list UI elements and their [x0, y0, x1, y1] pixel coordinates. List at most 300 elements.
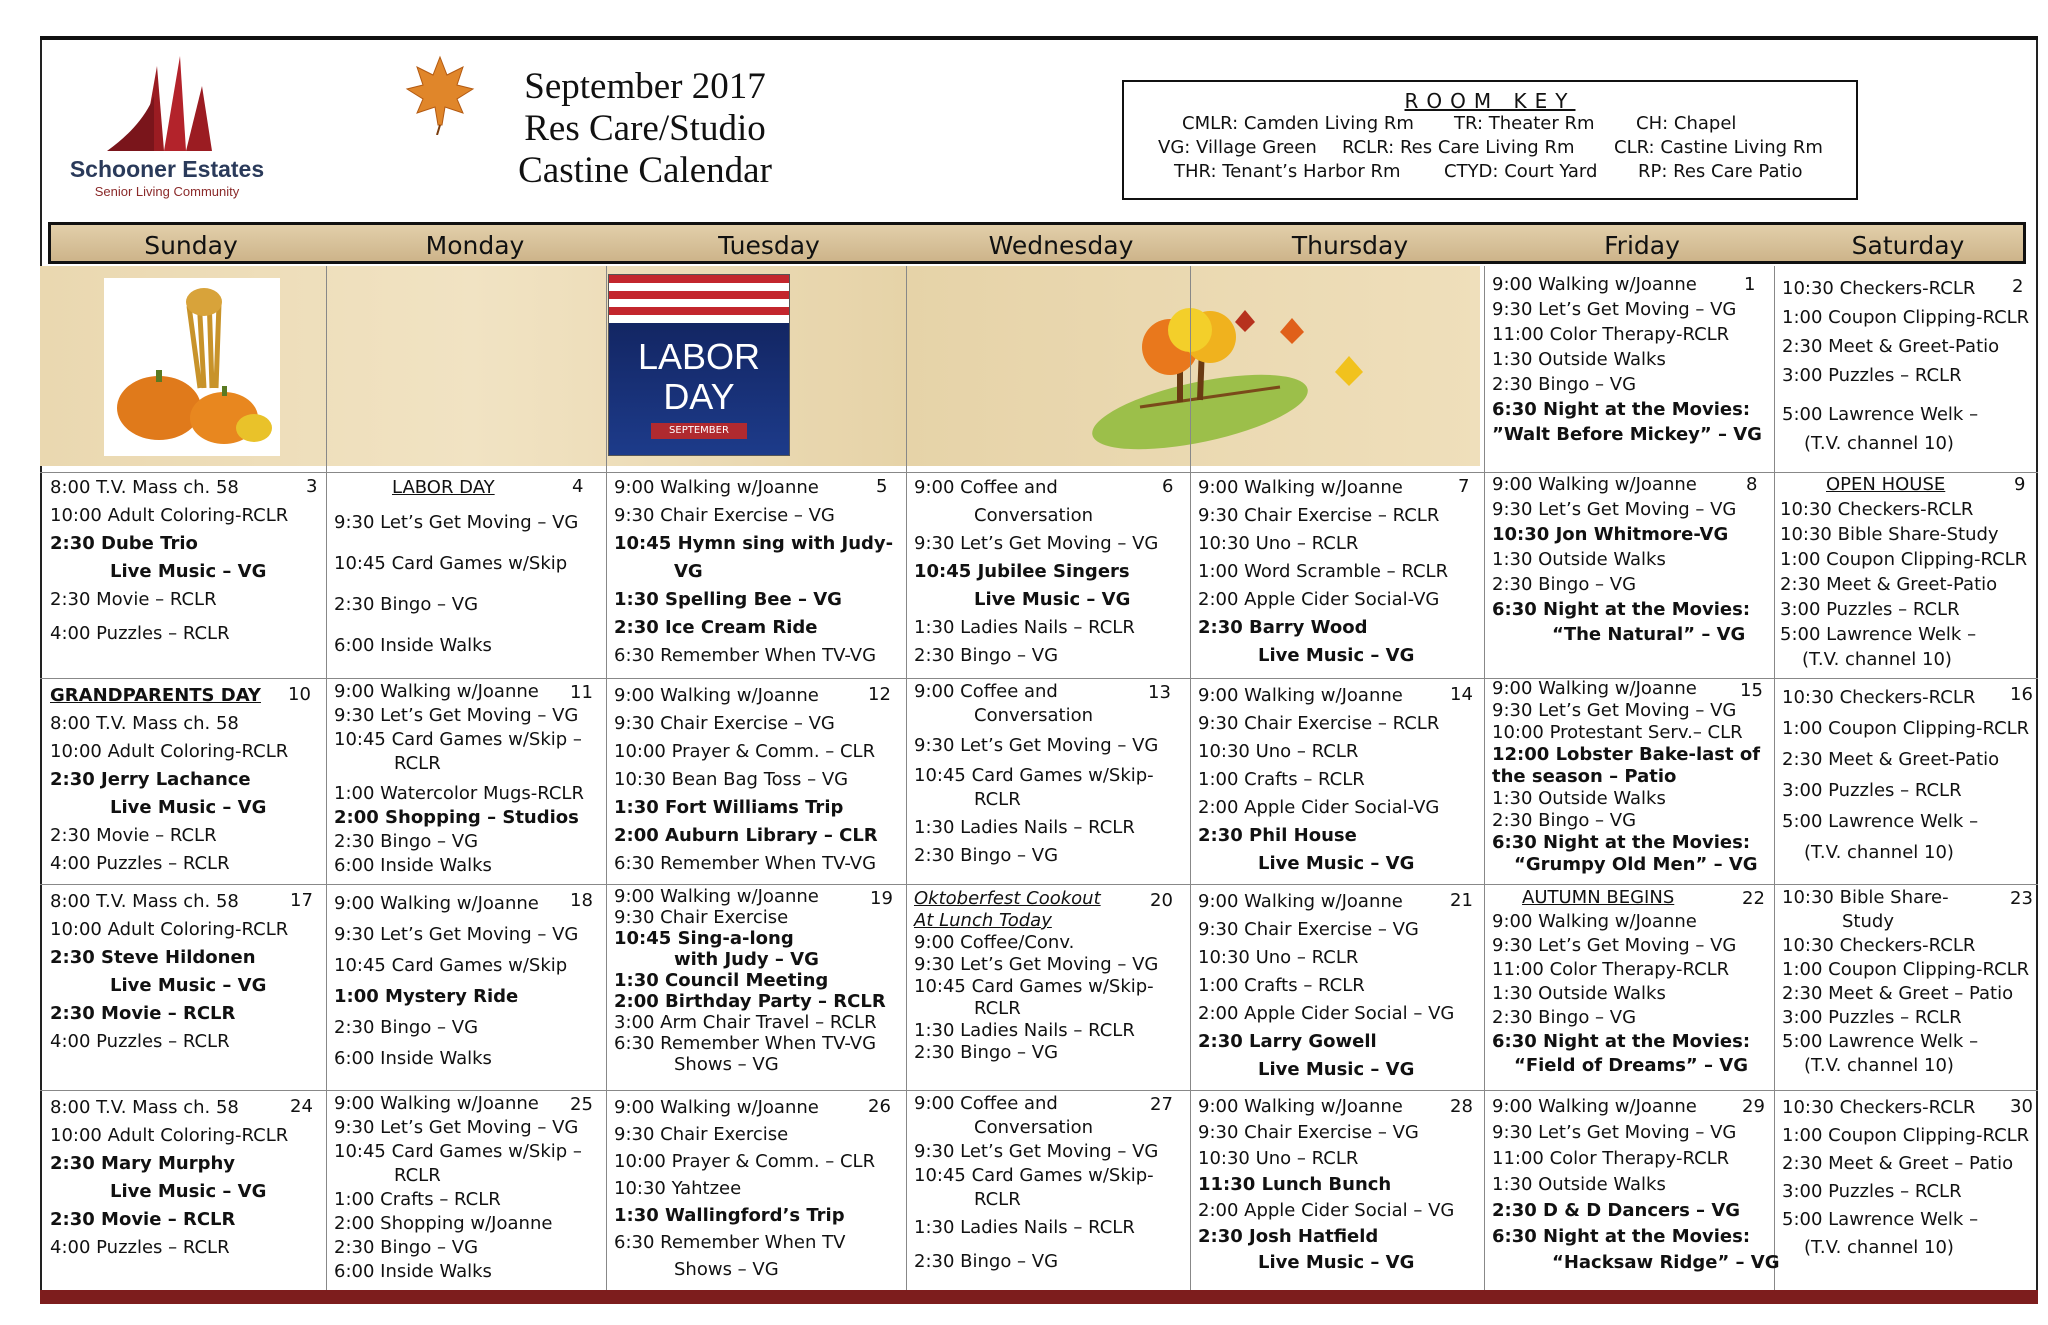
activity-line: 2:30 Bingo – VG	[334, 1017, 479, 1038]
activity-line: 9:30 Chair Exercise	[614, 1124, 789, 1145]
activity-line: 2:30 Josh Hatfield	[1198, 1226, 1379, 1247]
activity-line: 9:30 Let’s Get Moving – VG	[1492, 499, 1737, 520]
activity-line: 2:00 Apple Cider Social-VG	[1198, 797, 1440, 818]
grid-line	[40, 884, 2038, 885]
activity-line: 10:00 Prayer & Comm. – CLR	[614, 741, 876, 762]
activity-line: 10:45 Card Games w/Skip –	[334, 729, 582, 750]
activity-line: 9:30 Let’s Get Moving – VG	[334, 1117, 579, 1138]
activity-line: 5:00 Lawrence Welk –	[1780, 624, 1977, 645]
activity-line: 2:30 Meet & Greet-Patio	[1782, 749, 2000, 770]
activity-line: 6:30 Remember When TV-VG	[614, 1033, 877, 1054]
activity-line: 2:30 Movie – RCLR	[50, 1209, 236, 1230]
activity-line: 6:00 Inside Walks	[334, 1048, 492, 1069]
activity-line: 9:00 Walking w/Joanne	[1198, 477, 1403, 498]
weekday-friday: Friday	[1604, 231, 1680, 260]
activity-line: 9:30 Chair Exercise – VG	[614, 505, 835, 526]
activity-line: 4:00 Puzzles – RCLR	[50, 1031, 230, 1052]
activity-line: 10:45 Card Games w/Skip	[334, 955, 568, 976]
activity-line: RCLR	[974, 998, 1021, 1019]
day-cell-28	[1198, 1094, 1454, 1276]
activity-line: 6:00 Inside Walks	[334, 855, 492, 876]
activity-line: 1:30 Ladies Nails – RCLR	[914, 1020, 1135, 1041]
activity-line: 5:00 Lawrence Welk –	[1782, 1031, 1979, 1052]
activity-line: 2:30 Movie – RCLR	[50, 589, 217, 610]
activity-line: 9:00 Walking w/Joanne	[1492, 1096, 1697, 1117]
day-cell-29	[1492, 1094, 1780, 1276]
activity-line: 2:30 Bingo – VG	[1492, 810, 1637, 831]
activity-line: 9:30 Let’s Get Moving – VG	[914, 1141, 1159, 1162]
activity-line: 1:30 Spelling Bee – VG	[614, 589, 842, 610]
activity-line: 10:45 Card Games w/Skip –	[334, 1141, 582, 1162]
activity-line: 4:00 Puzzles – RCLR	[50, 1237, 230, 1258]
activity-line: Conversation	[974, 505, 1094, 526]
activity-line: 8:00 T.V. Mass ch. 58	[50, 1097, 239, 1118]
activity-line: 2:30 Bingo – VG	[914, 1042, 1059, 1063]
activity-line: 1:00 Coupon Clipping-RCLR	[1782, 959, 2030, 980]
activity-line: 2:30 Movie – RCLR	[50, 1003, 236, 1024]
activity-line: 2:30 Bingo – VG	[334, 1237, 479, 1258]
activity-line: 10:45 Card Games w/Skip-	[914, 765, 1154, 786]
day-number: 22	[1742, 888, 1765, 909]
day-cell-3	[50, 474, 288, 648]
activity-line: 1:30 Council Meeting	[614, 970, 829, 991]
activity-line: 10:30 Uno – RCLR	[1198, 947, 1359, 968]
activity-line: 1:00 Mystery Ride	[334, 986, 519, 1007]
activity-line: 9:30 Let’s Get Moving – VG	[1492, 935, 1737, 956]
activity-line: Shows – VG	[674, 1259, 779, 1280]
activity-line: Conversation	[974, 1117, 1094, 1138]
activity-line: 9:00 Coffee and	[914, 681, 1058, 702]
activity-line: with Judy – VG	[674, 949, 819, 970]
day-cell-8	[1492, 472, 1750, 647]
activity-line: 9:00 Walking w/Joanne	[614, 685, 819, 706]
day-number: 20	[1150, 890, 1173, 911]
activity-line: 2:00 Apple Cider Social-VG	[1198, 589, 1440, 610]
activity-line: 1:30 Outside Walks	[1492, 349, 1666, 370]
weekday-monday: Monday	[425, 231, 525, 260]
activity-line: 6:30 Night at the Movies:	[1492, 1031, 1751, 1052]
activity-line: (T.V. channel 10)	[1802, 649, 1952, 670]
day-number: 4	[572, 476, 584, 497]
activity-line: 9:30 Let’s Get Moving – VG	[914, 735, 1159, 756]
activity-line: Live Music – VG	[110, 1181, 267, 1202]
activity-line: 2:30 Bingo – VG	[334, 594, 479, 615]
activity-line: 9:30 Let’s Get Moving – VG	[1492, 700, 1737, 721]
activity-line: 11:00 Color Therapy-RCLR	[1492, 1148, 1730, 1169]
room-key-entry: TR: Theater Rm	[1454, 113, 1595, 134]
activity-line: 10:00 Adult Coloring-RCLR	[50, 505, 289, 526]
activity-line: 6:30 Night at the Movies:	[1492, 399, 1751, 420]
day-number: 6	[1162, 476, 1174, 497]
labor-day-text	[609, 337, 789, 417]
activity-line: 9:30 Chair Exercise	[614, 907, 789, 928]
activity-line: 1:00 Word Scramble – RCLR	[1198, 561, 1449, 582]
activity-line: 3:00 Arm Chair Travel – RCLR	[614, 1012, 877, 1033]
activity-line: (T.V. channel 10)	[1804, 1055, 1954, 1076]
activity-line: 1:00 Crafts – RCLR	[1198, 975, 1365, 996]
room-key-entry: CMLR: Camden Living Rm	[1182, 113, 1414, 134]
activity-line: the season – Patio	[1492, 766, 1677, 787]
day-number: 17	[290, 890, 313, 911]
activity-line: RCLR	[974, 789, 1021, 810]
day-number: 23	[2010, 888, 2033, 909]
grid-line	[326, 266, 327, 1290]
activity-line: 11:00 Color Therapy-RCLR	[1492, 959, 1730, 980]
labor-day-word: DAY	[663, 376, 735, 417]
activity-line: “Field of Dreams” – VG	[1514, 1055, 1748, 1076]
activity-line: 10:00 Prayer & Comm. – CLR	[614, 1151, 876, 1172]
title-month: September 2017	[524, 66, 766, 107]
activity-line: 10:00 Adult Coloring-RCLR	[50, 919, 289, 940]
activity-line: 2:30 Ice Cream Ride	[614, 617, 818, 638]
activity-line: 10:45 Sing-a-long	[614, 928, 794, 949]
day-number: 26	[868, 1096, 891, 1117]
day-cell-2	[1782, 274, 2029, 458]
pumpkin-harvest-icon	[104, 278, 280, 456]
activity-line: 2:30 Meet & Greet – Patio	[1782, 983, 2014, 1004]
activity-line: 2:30 Bingo – VG	[1492, 374, 1637, 395]
activity-line: 1:00 Coupon Clipping-RCLR	[1782, 718, 2030, 739]
activity-line: RCLR	[974, 1189, 1021, 1210]
day-cell-11	[334, 680, 584, 878]
day-number: 24	[290, 1096, 313, 1117]
activity-line: AUTUMN BEGINS	[1522, 887, 1675, 908]
activity-line: 6:30 Night at the Movies:	[1492, 1226, 1751, 1247]
activity-line: 8:00 T.V. Mass ch. 58	[50, 891, 239, 912]
activity-line: 1:00 Crafts – RCLR	[334, 1189, 501, 1210]
activity-line: 9:30 Let’s Get Moving – VG	[1492, 299, 1737, 320]
day-number: 18	[570, 890, 593, 911]
activity-line: 10:30 Jon Whitmore-VG	[1492, 524, 1729, 545]
day-cell-30	[1782, 1094, 2029, 1262]
grid-line	[606, 266, 607, 1290]
activity-line: 5:00 Lawrence Welk –	[1782, 404, 1979, 425]
activity-line: 2:30 Movie – RCLR	[50, 825, 217, 846]
activity-line: 9:00 Walking w/Joanne	[1492, 274, 1697, 295]
activity-line: 3:00 Puzzles – RCLR	[1782, 1007, 1962, 1028]
day-number: 7	[1458, 476, 1470, 497]
activity-line: Shows – VG	[674, 1054, 779, 1075]
activity-line: VG	[674, 561, 703, 582]
day-number: 21	[1450, 890, 1473, 911]
room-key-entry: RP: Res Care Patio	[1638, 161, 1803, 182]
day-number: 15	[1740, 680, 1763, 701]
activity-line: 3:00 Puzzles – RCLR	[1782, 365, 1962, 386]
activity-line: 10:30 Bean Bag Toss – VG	[614, 769, 849, 790]
day-cell-13	[914, 680, 1158, 868]
activity-line: 9:00 Walking w/Joanne	[1492, 911, 1697, 932]
activity-line: 9:00 Walking w/Joanne	[1198, 685, 1403, 706]
labor-day-image	[608, 274, 790, 456]
activity-line: 4:00 Puzzles – RCLR	[50, 623, 230, 644]
activity-line: 1:30 Outside Walks	[1492, 788, 1666, 809]
activity-line: 6:30 Remember When TV	[614, 1232, 846, 1253]
activity-line: OPEN HOUSE	[1826, 474, 1946, 495]
activity-line: 2:30 Bingo – VG	[914, 1251, 1059, 1272]
activity-line: 10:45 Hymn sing with Judy-	[614, 533, 894, 554]
logo	[52, 56, 272, 206]
activity-line: 2:30 Jerry Lachance	[50, 769, 251, 790]
day-cell-24	[50, 1094, 288, 1262]
activity-line: Live Music – VG	[110, 975, 267, 996]
day-cell-4	[334, 474, 578, 666]
activity-line: 6:00 Inside Walks	[334, 635, 492, 656]
grid-line	[1484, 266, 1485, 1290]
flag-stripes	[609, 275, 789, 323]
day-cell-20	[914, 888, 1158, 1064]
activity-line: 9:30 Chair Exercise – RCLR	[1198, 713, 1440, 734]
activity-line: 5:00 Lawrence Welk –	[1782, 811, 1979, 832]
day-cell-22	[1492, 886, 1750, 1078]
top-rule	[40, 36, 2038, 40]
activity-line: “Grumpy Old Men” – VG	[1514, 854, 1758, 875]
activity-line: RCLR	[394, 1165, 441, 1186]
autumn-tree-icon	[1050, 292, 1390, 452]
activity-line: 9:00 Walking w/Joanne	[334, 893, 539, 914]
activity-line: 1:00 Coupon Clipping-RCLR	[1780, 549, 2028, 570]
activity-line: 1:30 Ladies Nails – RCLR	[914, 1217, 1135, 1238]
room-key-entry: CLR: Castine Living Rm	[1614, 137, 1823, 158]
day-cell-1	[1492, 272, 1762, 447]
activity-line: 10:30 Yahtzee	[614, 1178, 742, 1199]
activity-line: 1:30 Outside Walks	[1492, 983, 1666, 1004]
maple-leaf-icon	[405, 55, 475, 135]
activity-line: 6:00 Inside Walks	[334, 1261, 492, 1282]
activity-line: 10:30 Checkers-RCLR	[1782, 1097, 1976, 1118]
activity-line: Conversation	[974, 705, 1094, 726]
activity-line: 10:00 Protestant Serv.– CLR	[1492, 722, 1743, 743]
activity-line: 9:30 Let’s Get Moving – VG	[914, 533, 1159, 554]
day-number: 30	[2010, 1096, 2033, 1117]
activity-line: ”Walt Before Mickey” – VG	[1492, 424, 1762, 445]
activity-line: Live Music – VG	[1258, 853, 1415, 874]
labor-day-word: LABOR	[637, 336, 761, 377]
day-cell-23	[1782, 886, 2029, 1078]
activity-line: 9:30 Let’s Get Moving – VG	[334, 512, 579, 533]
day-number: 10	[288, 684, 311, 705]
activity-line: 12:00 Lobster Bake-last of	[1492, 744, 1761, 765]
day-cell-5	[614, 474, 893, 670]
weekday-thursday: Thursday	[1291, 231, 1409, 260]
activity-line: 9:30 Let’s Get Moving – VG	[914, 954, 1159, 975]
day-number: 16	[2010, 684, 2033, 705]
activity-line: 9:30 Let’s Get Moving – VG	[1492, 1122, 1737, 1143]
activity-line: 6:30 Night at the Movies:	[1492, 832, 1751, 853]
activity-line: 1:30 Outside Walks	[1492, 1174, 1666, 1195]
activity-line: 9:00 Walking w/Joanne	[614, 886, 819, 907]
activity-line: 9:30 Let’s Get Moving – VG	[334, 924, 579, 945]
activity-line: 9:30 Chair Exercise – VG	[1198, 919, 1419, 940]
activity-line: 9:00 Walking w/Joanne	[1492, 474, 1697, 495]
activity-line: 9:00 Coffee and	[914, 477, 1058, 498]
activity-line: 10:45 Card Games w/Skip-	[914, 976, 1154, 997]
weekday-sunday: Sunday	[144, 231, 238, 260]
labor-day-ribbon: SEPTEMBER	[651, 423, 747, 439]
activity-line: 1:30 Ladies Nails – RCLR	[914, 617, 1135, 638]
day-number: 12	[868, 684, 891, 705]
day-cell-21	[1198, 888, 1454, 1084]
activity-line: 1:30 Outside Walks	[1492, 549, 1666, 570]
day-number: 25	[570, 1094, 593, 1115]
page-title	[470, 66, 820, 192]
room-key-entry: THR: Tenant’s Harbor Rm	[1174, 161, 1401, 182]
activity-line: Oktoberfest Cookout	[914, 888, 1101, 909]
activity-line: 2:30 Bingo – VG	[1492, 1007, 1637, 1028]
activity-line: 5:00 Lawrence Welk –	[1782, 1209, 1979, 1230]
activity-line: 11:30 Lunch Bunch	[1198, 1174, 1392, 1195]
title-unit: Res Care/Studio	[524, 108, 766, 149]
activity-line: Live Music – VG	[1258, 1059, 1415, 1080]
activity-line: 2:30 Bingo – VG	[914, 845, 1059, 866]
activity-line: 2:30 Mary Murphy	[50, 1153, 236, 1174]
activity-line: 10:45 Jubilee Singers	[914, 561, 1130, 582]
day-cell-18	[334, 888, 578, 1074]
activity-line: 10:30 Checkers-RCLR	[1782, 687, 1976, 708]
day-number: 19	[870, 888, 893, 909]
day-number: 3	[306, 476, 318, 497]
activity-line: Live Music – VG	[110, 797, 267, 818]
activity-line: 9:00 Walking w/Joanne	[614, 477, 819, 498]
grid-line	[906, 266, 907, 1290]
activity-line: 1:30 Wallingford’s Trip	[614, 1205, 845, 1226]
weekday-saturday: Saturday	[1851, 231, 1965, 260]
activity-line: At Lunch Today	[914, 910, 1052, 931]
activity-line: 2:30 Meet & Greet-Patio	[1780, 574, 1998, 595]
activity-line: 10:45 Card Games w/Skip	[334, 553, 568, 574]
activity-line: 9:00 Walking w/Joanne	[1198, 1096, 1403, 1117]
day-number: 13	[1148, 682, 1171, 703]
activity-line: 10:30 Checkers-RCLR	[1780, 499, 1974, 520]
activity-line: 6:30 Remember When TV-VG	[614, 853, 877, 874]
activity-line: 10:30 Bible Share-Study	[1780, 524, 1999, 545]
day-cell-16	[1782, 682, 2029, 868]
activity-line: 9:30 Chair Exercise – VG	[614, 713, 835, 734]
activity-line: 9:00 Walking w/Joanne	[334, 1093, 539, 1114]
activity-line: 9:00 Walking w/Joanne	[614, 1097, 819, 1118]
activity-line: 9:30 Chair Exercise – VG	[1198, 1122, 1419, 1143]
activity-line: 1:30 Fort Williams Trip	[614, 797, 844, 818]
activity-line: 8:00 T.V. Mass ch. 58	[50, 713, 239, 734]
day-number: 5	[876, 476, 888, 497]
activity-line: Live Music – VG	[974, 589, 1131, 610]
activity-line: 2:30 Steve Hildonen	[50, 947, 256, 968]
weekday-wednesday: Wednesday	[988, 231, 1134, 260]
activity-line: 9:00 Coffee and	[914, 1093, 1058, 1114]
room-key-entry: RCLR: Res Care Living Rm	[1342, 137, 1575, 158]
activity-line: 2:00 Auburn Library – CLR	[614, 825, 878, 846]
day-cell-17	[50, 888, 288, 1056]
room-key-entry: VG: Village Green	[1158, 137, 1317, 158]
day-number: 14	[1450, 684, 1473, 705]
activity-line: 4:00 Puzzles – RCLR	[50, 853, 230, 874]
day-cell-19	[614, 886, 886, 1075]
activity-line: 3:00 Puzzles – RCLR	[1782, 1181, 1962, 1202]
day-cell-14	[1198, 682, 1439, 878]
brand-tagline: Senior Living Community	[94, 184, 240, 199]
grid-line	[1190, 266, 1191, 1290]
activity-line: 2:30 Dube Trio	[50, 533, 198, 554]
day-number: 2	[2012, 276, 2024, 297]
activity-line: 6:30 Remember When TV-VG	[614, 645, 877, 666]
day-cell-6	[914, 474, 1158, 670]
activity-line: 1:30 Ladies Nails – RCLR	[914, 817, 1135, 838]
activity-line: Live Music – VG	[110, 561, 267, 582]
day-cell-7	[1198, 474, 1448, 670]
activity-line: 1:00 Coupon Clipping-RCLR	[1782, 1125, 2030, 1146]
activity-line: 2:00 Apple Cider Social – VG	[1198, 1200, 1455, 1221]
activity-line: 2:30 Larry Gowell	[1198, 1031, 1377, 1052]
activity-line: 10:00 Adult Coloring-RCLR	[50, 1125, 289, 1146]
activity-line: 3:00 Puzzles – RCLR	[1782, 780, 1962, 801]
day-number: 9	[2014, 474, 2026, 495]
activity-line: 10:30 Checkers-RCLR	[1782, 935, 1976, 956]
activity-line: 10:30 Uno – RCLR	[1198, 533, 1359, 554]
day-number: 29	[1742, 1096, 1765, 1117]
activity-line: 10:30 Bible Share-	[1782, 887, 1949, 908]
activity-line: 9:00 Walking w/Joanne	[1492, 678, 1697, 699]
activity-line: 2:30 Bingo – VG	[914, 645, 1059, 666]
activity-line: 8:00 T.V. Mass ch. 58	[50, 477, 239, 498]
day-cell-26	[614, 1094, 875, 1283]
weekday-header	[48, 222, 2026, 264]
day-cell-10	[50, 682, 288, 878]
room-key-entry: CTYD: Court Yard	[1444, 161, 1598, 182]
title-calendar: Castine Calendar	[518, 150, 772, 191]
bottom-rule	[40, 1290, 2038, 1304]
activity-line: RCLR	[394, 753, 441, 774]
day-cell-15	[1492, 678, 1760, 876]
activity-line: 2:00 Apple Cider Social – VG	[1198, 1003, 1455, 1024]
day-cell-12	[614, 682, 878, 878]
day-number: 27	[1150, 1094, 1173, 1115]
activity-line: 1:00 Crafts – RCLR	[1198, 769, 1365, 790]
activity-line: 10:30 Checkers-RCLR	[1782, 278, 1976, 299]
activity-line: 1:00 Coupon Clipping-RCLR	[1782, 307, 2030, 328]
activity-line: “The Natural” – VG	[1552, 624, 1746, 645]
activity-line: (T.V. channel 10)	[1804, 842, 1954, 863]
activity-line: GRANDPARENTS DAY	[50, 685, 261, 706]
activity-line: Study	[1842, 911, 1894, 932]
activity-line: 2:30 D & D Dancers – VG	[1492, 1200, 1741, 1221]
activity-line: “Hacksaw Ridge” – VG	[1552, 1252, 1780, 1273]
activity-line: 10:30 Uno – RCLR	[1198, 1148, 1359, 1169]
day-number: 1	[1744, 274, 1756, 295]
activity-line: 9:30 Let’s Get Moving – VG	[334, 705, 579, 726]
room-key	[1122, 80, 1858, 200]
day-number: 28	[1450, 1096, 1473, 1117]
grid-line	[40, 1090, 2038, 1091]
weekday-tuesday: Tuesday	[718, 231, 820, 260]
day-cell-9	[1780, 472, 2027, 672]
activity-line: (T.V. channel 10)	[1804, 433, 1954, 454]
activity-line: Live Music – VG	[1258, 645, 1415, 666]
activity-line: 2:30 Barry Wood	[1198, 617, 1368, 638]
activity-line: 10:45 Card Games w/Skip-	[914, 1165, 1154, 1186]
activity-line: 9:30 Chair Exercise – RCLR	[1198, 505, 1440, 526]
activity-line: LABOR DAY	[392, 477, 495, 498]
activity-line: 2:00 Birthday Party – RCLR	[614, 991, 886, 1012]
day-cell-27	[914, 1092, 1158, 1274]
day-cell-25	[334, 1092, 582, 1284]
activity-line: 1:00 Watercolor Mugs-RCLR	[334, 783, 584, 804]
activity-line: 9:00 Walking w/Joanne	[334, 681, 539, 702]
activity-line: 6:30 Night at the Movies:	[1492, 599, 1751, 620]
day-number: 8	[1746, 474, 1758, 495]
activity-line: 2:30 Phil House	[1198, 825, 1357, 846]
activity-line: Live Music – VG	[1258, 1252, 1415, 1273]
room-key-entry: CH: Chapel	[1636, 113, 1737, 134]
activity-line: 2:30 Bingo – VG	[1492, 574, 1637, 595]
